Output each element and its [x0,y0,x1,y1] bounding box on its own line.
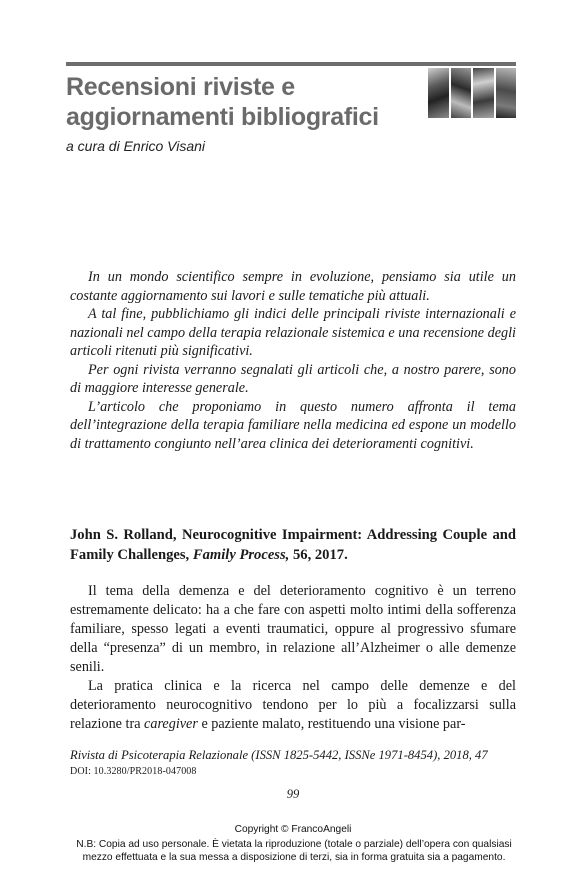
header-photo [451,68,472,118]
header-photo [428,68,449,118]
copyright-disclaimer: N.B: Copia ad uso personale. È vietata la riproduzione (totale o parziale) dell’opera con qualsiasi mezzo effettuata e la sua messa a disposizione di terzi, sia in forma gratuita sia a pagamento. [76,839,512,863]
body-paragraph: Il tema della demenza e del deterioramento cognitivo è un terreno estremamente delicato: ha a che fare con aspetti molto intimi della sofferenza familiare, spesso legati a eventi traumatici, oppure al progressivo sfumare della “presenza” di un membro, in relazione all’Alzheimer o alle demenze senili. [70,583,516,675]
body-paragraph [70,677,516,734]
curator-line: a cura di Enrico Visani [66,138,206,154]
body-text: La pratica clinica e la ricerca nel campo delle demenze e del deterioramento neurocognitivo tendono per lo più a focalizzarsi sulla relazione tra [70,678,516,732]
intro-paragraph: In un mondo scientifico sempre in evoluzione, pensiamo sia utile un costante aggiornamento sui lavori e sulle tematiche più attuali. [70,269,516,304]
intro-paragraph: A tal fine, pubblichiamo gli indici delle principali riviste internazionali e nazionali nel campo della terapia relazionale sistemica e una recensione degli articoli ritenuti più significativi. [70,306,516,359]
body-emphasis: caregiver [144,716,198,732]
article-title: Neurocognitive Impairment: Addressing Couple and Family Challenges, [70,527,516,563]
article-author: John S. Rolland, [70,527,177,543]
doi: DOI: 10.3280/PR2018-047008 [70,766,197,777]
intro-text [70,268,516,453]
page-number: 99 [286,787,300,801]
header-rule [66,62,516,66]
intro-paragraph: L’articolo che proponiamo in questo numero affronta il tema dell’integrazione della terapia familiare nella medicina ed espone un modello di trattamento congiunto nell’area clinica dei deterioramenti cognitivi. [70,398,516,452]
header-photo [473,68,494,118]
article-heading [70,525,516,565]
article-volume-year: 56, 2017. [292,547,348,563]
journal-citation: Rivista di Psicoterapia Relazionale (ISSN 1825-5442, ISSNe 1971-8454), 2018, 47 [70,748,488,762]
review-body [70,582,516,734]
section-title-line: Recensioni riviste e [66,73,295,101]
article-journal: Family Process, [192,547,290,563]
header-photo-strip [428,68,516,118]
intro-paragraph: Per ogni rivista verranno segnalati gli articoli che, a nostro parere, sono di maggiore interesse generale. [70,361,516,396]
section-title-line: aggiornamenti bibliografici [66,103,379,131]
copyright-line: Copyright © FrancoAngeli [234,824,352,835]
section-title [66,72,416,132]
header-photo [496,68,517,118]
body-text: e paziente malato, restituendo una visione par- [201,716,466,732]
